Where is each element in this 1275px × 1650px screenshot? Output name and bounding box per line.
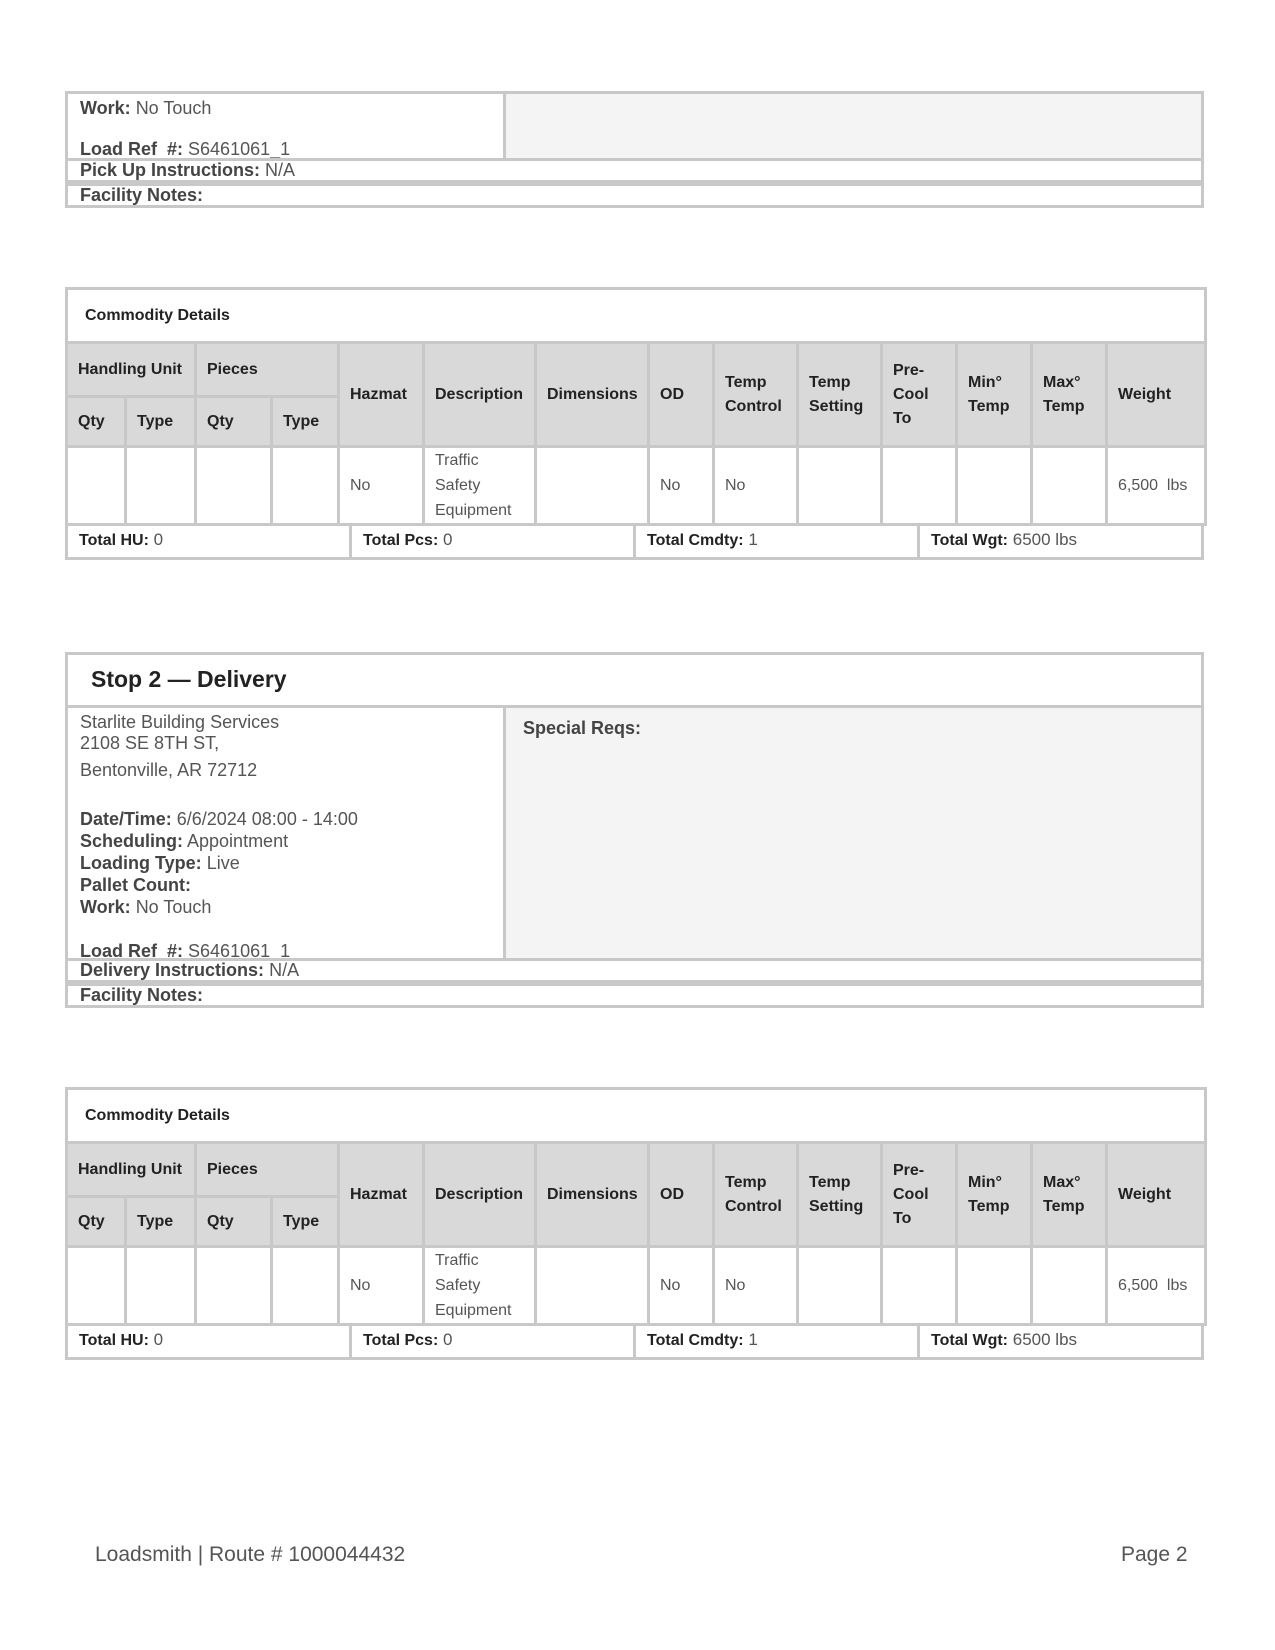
th-pc-type: Type bbox=[272, 397, 339, 447]
commodity-caption: Commodity Details bbox=[67, 289, 1206, 343]
th-pc-qty: Qty bbox=[196, 1197, 272, 1247]
cell-temp-control: No bbox=[714, 1247, 798, 1325]
stop2-datetime bbox=[80, 808, 358, 830]
total-cmdty-value: 1 bbox=[748, 530, 758, 549]
stop2-loading-label: Loading Type: bbox=[80, 853, 202, 873]
total-pcs-label: Total Pcs: bbox=[363, 532, 439, 549]
pickup-instructions-value: N/A bbox=[265, 160, 296, 180]
total-hu bbox=[68, 1325, 352, 1357]
stop2-scheduling-label: Scheduling: bbox=[80, 831, 183, 851]
th-weight: Weight bbox=[1107, 343, 1206, 447]
stop2-facility-notes-label: Facility Notes: bbox=[80, 985, 204, 1005]
cell-pre-cool-to bbox=[882, 447, 957, 525]
cell-pc-type bbox=[272, 447, 339, 525]
cell-pc-qty bbox=[196, 447, 272, 525]
stop1-work-label: Work: bbox=[80, 98, 131, 118]
total-hu-label: Total HU: bbox=[79, 532, 149, 549]
total-wgt-value: 6500 lbs bbox=[1012, 1330, 1078, 1349]
th-temp-setting: Temp Setting bbox=[798, 343, 882, 447]
cell-temp-control: No bbox=[714, 447, 798, 525]
cell-temp-setting bbox=[798, 447, 882, 525]
total-hu-value: 0 bbox=[153, 530, 164, 549]
cell-temp-setting bbox=[798, 1247, 882, 1325]
th-hazmat: Hazmat bbox=[339, 1143, 424, 1247]
th-handling-unit: Handling Unit bbox=[67, 1143, 196, 1197]
commodity-totals-1 bbox=[65, 525, 1204, 560]
cell-description: Traffic Safety Equipment bbox=[424, 1247, 536, 1325]
stop2-datetime-label: Date/Time: bbox=[80, 809, 172, 829]
stop2-address1: 2108 SE 8TH ST, bbox=[80, 733, 220, 753]
stop2-delivery-instructions bbox=[65, 958, 1204, 983]
total-wgt-label: Total Wgt: bbox=[931, 532, 1009, 549]
stop1-work-value: No Touch bbox=[135, 98, 212, 118]
th-dimensions: Dimensions bbox=[536, 343, 649, 447]
pickup-instructions-label: Pick Up Instructions: bbox=[80, 160, 261, 180]
cell-min-temp bbox=[957, 1247, 1032, 1325]
commodity-table-1 bbox=[65, 287, 1207, 526]
footer-route: Loadsmith | Route # 1000044432 bbox=[95, 1543, 406, 1566]
total-hu bbox=[68, 525, 352, 557]
special-reqs-label bbox=[523, 717, 641, 739]
th-temp-control: Temp Control bbox=[714, 343, 798, 447]
cell-dimensions bbox=[536, 447, 649, 525]
th-handling-unit: Handling Unit bbox=[67, 343, 196, 397]
stop2-scheduling-value: Appointment bbox=[187, 831, 289, 851]
total-wgt bbox=[920, 525, 1201, 557]
total-cmdty-label: Total Cmdty: bbox=[647, 532, 744, 549]
cell-hazmat: No bbox=[339, 1247, 424, 1325]
th-pc-qty: Qty bbox=[196, 397, 272, 447]
total-pcs-value: 0 bbox=[443, 1330, 453, 1349]
th-hu-qty: Qty bbox=[67, 1197, 126, 1247]
cell-max-temp bbox=[1032, 1247, 1107, 1325]
total-hu-value: 0 bbox=[153, 1330, 164, 1349]
stop1-loadref-line bbox=[80, 138, 290, 160]
total-cmdty-value: 1 bbox=[748, 1330, 758, 1349]
stop1-work-line bbox=[80, 97, 211, 119]
stop2-address2: Bentonville, AR 72712 bbox=[80, 760, 258, 780]
cell-hu-type bbox=[126, 1247, 196, 1325]
cell-od: No bbox=[649, 1247, 714, 1325]
th-description: Description bbox=[424, 343, 536, 447]
stop2-loadref-label: Load Ref #: bbox=[80, 941, 184, 961]
total-wgt bbox=[920, 1325, 1201, 1357]
delivery-instructions-label: Delivery Instructions: bbox=[80, 960, 265, 980]
stop2-pallet-count bbox=[80, 874, 191, 896]
th-hu-type: Type bbox=[126, 1197, 196, 1247]
stop2-loading-value: Live bbox=[206, 853, 240, 873]
stop2-work-line bbox=[80, 896, 211, 918]
th-pieces: Pieces bbox=[196, 343, 339, 397]
stop1-facility-notes bbox=[65, 183, 1204, 208]
th-max-temp: Max° Temp bbox=[1032, 343, 1107, 447]
total-pcs bbox=[352, 525, 636, 557]
cell-hu-qty bbox=[67, 447, 126, 525]
delivery-instructions-value: N/A bbox=[269, 960, 300, 980]
stop1-pickup-instructions bbox=[65, 158, 1204, 183]
cell-hu-qty bbox=[67, 1247, 126, 1325]
stop2-pallet-label: Pallet Count: bbox=[80, 875, 191, 895]
stop1-facility-notes-label: Facility Notes: bbox=[80, 185, 204, 205]
stop1-loadref-value: S6461061_1 bbox=[188, 139, 291, 159]
cell-max-temp bbox=[1032, 447, 1107, 525]
stop1-details-right bbox=[506, 94, 1201, 161]
stop2-loadref-value: S6461061_1 bbox=[188, 941, 291, 961]
stop2-datetime-value: 6/6/2024 08:00 - 14:00 bbox=[176, 809, 358, 829]
th-dimensions: Dimensions bbox=[536, 1143, 649, 1247]
total-cmdty-label: Total Cmdty: bbox=[647, 1332, 744, 1349]
special-reqs-label-text: Special Reqs: bbox=[523, 718, 642, 738]
table-row bbox=[67, 1247, 1206, 1325]
stop2-scheduling bbox=[80, 830, 288, 852]
total-hu-label: Total HU: bbox=[79, 1332, 149, 1349]
total-pcs-label: Total Pcs: bbox=[363, 1332, 439, 1349]
total-wgt-value: 6500 lbs bbox=[1012, 530, 1078, 549]
th-temp-control: Temp Control bbox=[714, 1143, 798, 1247]
stop1-details-box bbox=[65, 91, 1204, 161]
stop2-special-reqs-panel bbox=[506, 708, 1201, 961]
th-pre-cool-to: Pre-Cool To bbox=[882, 1143, 957, 1247]
total-cmdty bbox=[636, 1325, 920, 1357]
cell-description: Traffic Safety Equipment bbox=[424, 447, 536, 525]
th-hu-qty: Qty bbox=[67, 397, 126, 447]
cell-pc-type bbox=[272, 1247, 339, 1325]
th-temp-setting: Temp Setting bbox=[798, 1143, 882, 1247]
th-hu-type: Type bbox=[126, 397, 196, 447]
commodity-totals-2 bbox=[65, 1325, 1204, 1360]
commodity-table-2 bbox=[65, 1087, 1207, 1326]
th-pre-cool-to: Pre-Cool To bbox=[882, 343, 957, 447]
stop2-work-value: No Touch bbox=[135, 897, 212, 917]
cell-dimensions bbox=[536, 1247, 649, 1325]
stop2-company: Starlite Building Services bbox=[80, 712, 280, 732]
stop2-details-left bbox=[68, 708, 506, 961]
total-cmdty bbox=[636, 525, 920, 557]
th-max-temp: Max° Temp bbox=[1032, 1143, 1107, 1247]
th-description: Description bbox=[424, 1143, 536, 1247]
cell-min-temp bbox=[957, 447, 1032, 525]
stop2-title: Stop 2 — Delivery bbox=[65, 652, 1204, 708]
th-hazmat: Hazmat bbox=[339, 343, 424, 447]
cell-pre-cool-to bbox=[882, 1247, 957, 1325]
stop2-details-box bbox=[65, 705, 1204, 961]
stop2-work-label: Work: bbox=[80, 897, 131, 917]
total-pcs-value: 0 bbox=[443, 530, 453, 549]
th-pc-type: Type bbox=[272, 1197, 339, 1247]
stop1-loadref-label: Load Ref #: bbox=[80, 139, 184, 159]
cell-hu-type bbox=[126, 447, 196, 525]
cell-weight: 6,500 lbs bbox=[1107, 447, 1206, 525]
th-od: OD bbox=[649, 1143, 714, 1247]
th-od: OD bbox=[649, 343, 714, 447]
stop2-facility-notes bbox=[65, 983, 1204, 1008]
th-pieces: Pieces bbox=[196, 1143, 339, 1197]
footer-page-number: Page 2 bbox=[1121, 1543, 1188, 1566]
cell-pc-qty bbox=[196, 1247, 272, 1325]
commodity-caption: Commodity Details bbox=[67, 1089, 1206, 1143]
cell-weight: 6,500 lbs bbox=[1107, 1247, 1206, 1325]
th-min-temp: Min° Temp bbox=[957, 1143, 1032, 1247]
total-wgt-label: Total Wgt: bbox=[931, 1332, 1009, 1349]
cell-od: No bbox=[649, 447, 714, 525]
total-pcs bbox=[352, 1325, 636, 1357]
cell-hazmat: No bbox=[339, 447, 424, 525]
th-weight: Weight bbox=[1107, 1143, 1206, 1247]
th-min-temp: Min° Temp bbox=[957, 343, 1032, 447]
stop1-details-left bbox=[68, 94, 506, 161]
stop2-loading-type bbox=[80, 852, 240, 874]
table-row bbox=[67, 447, 1206, 525]
